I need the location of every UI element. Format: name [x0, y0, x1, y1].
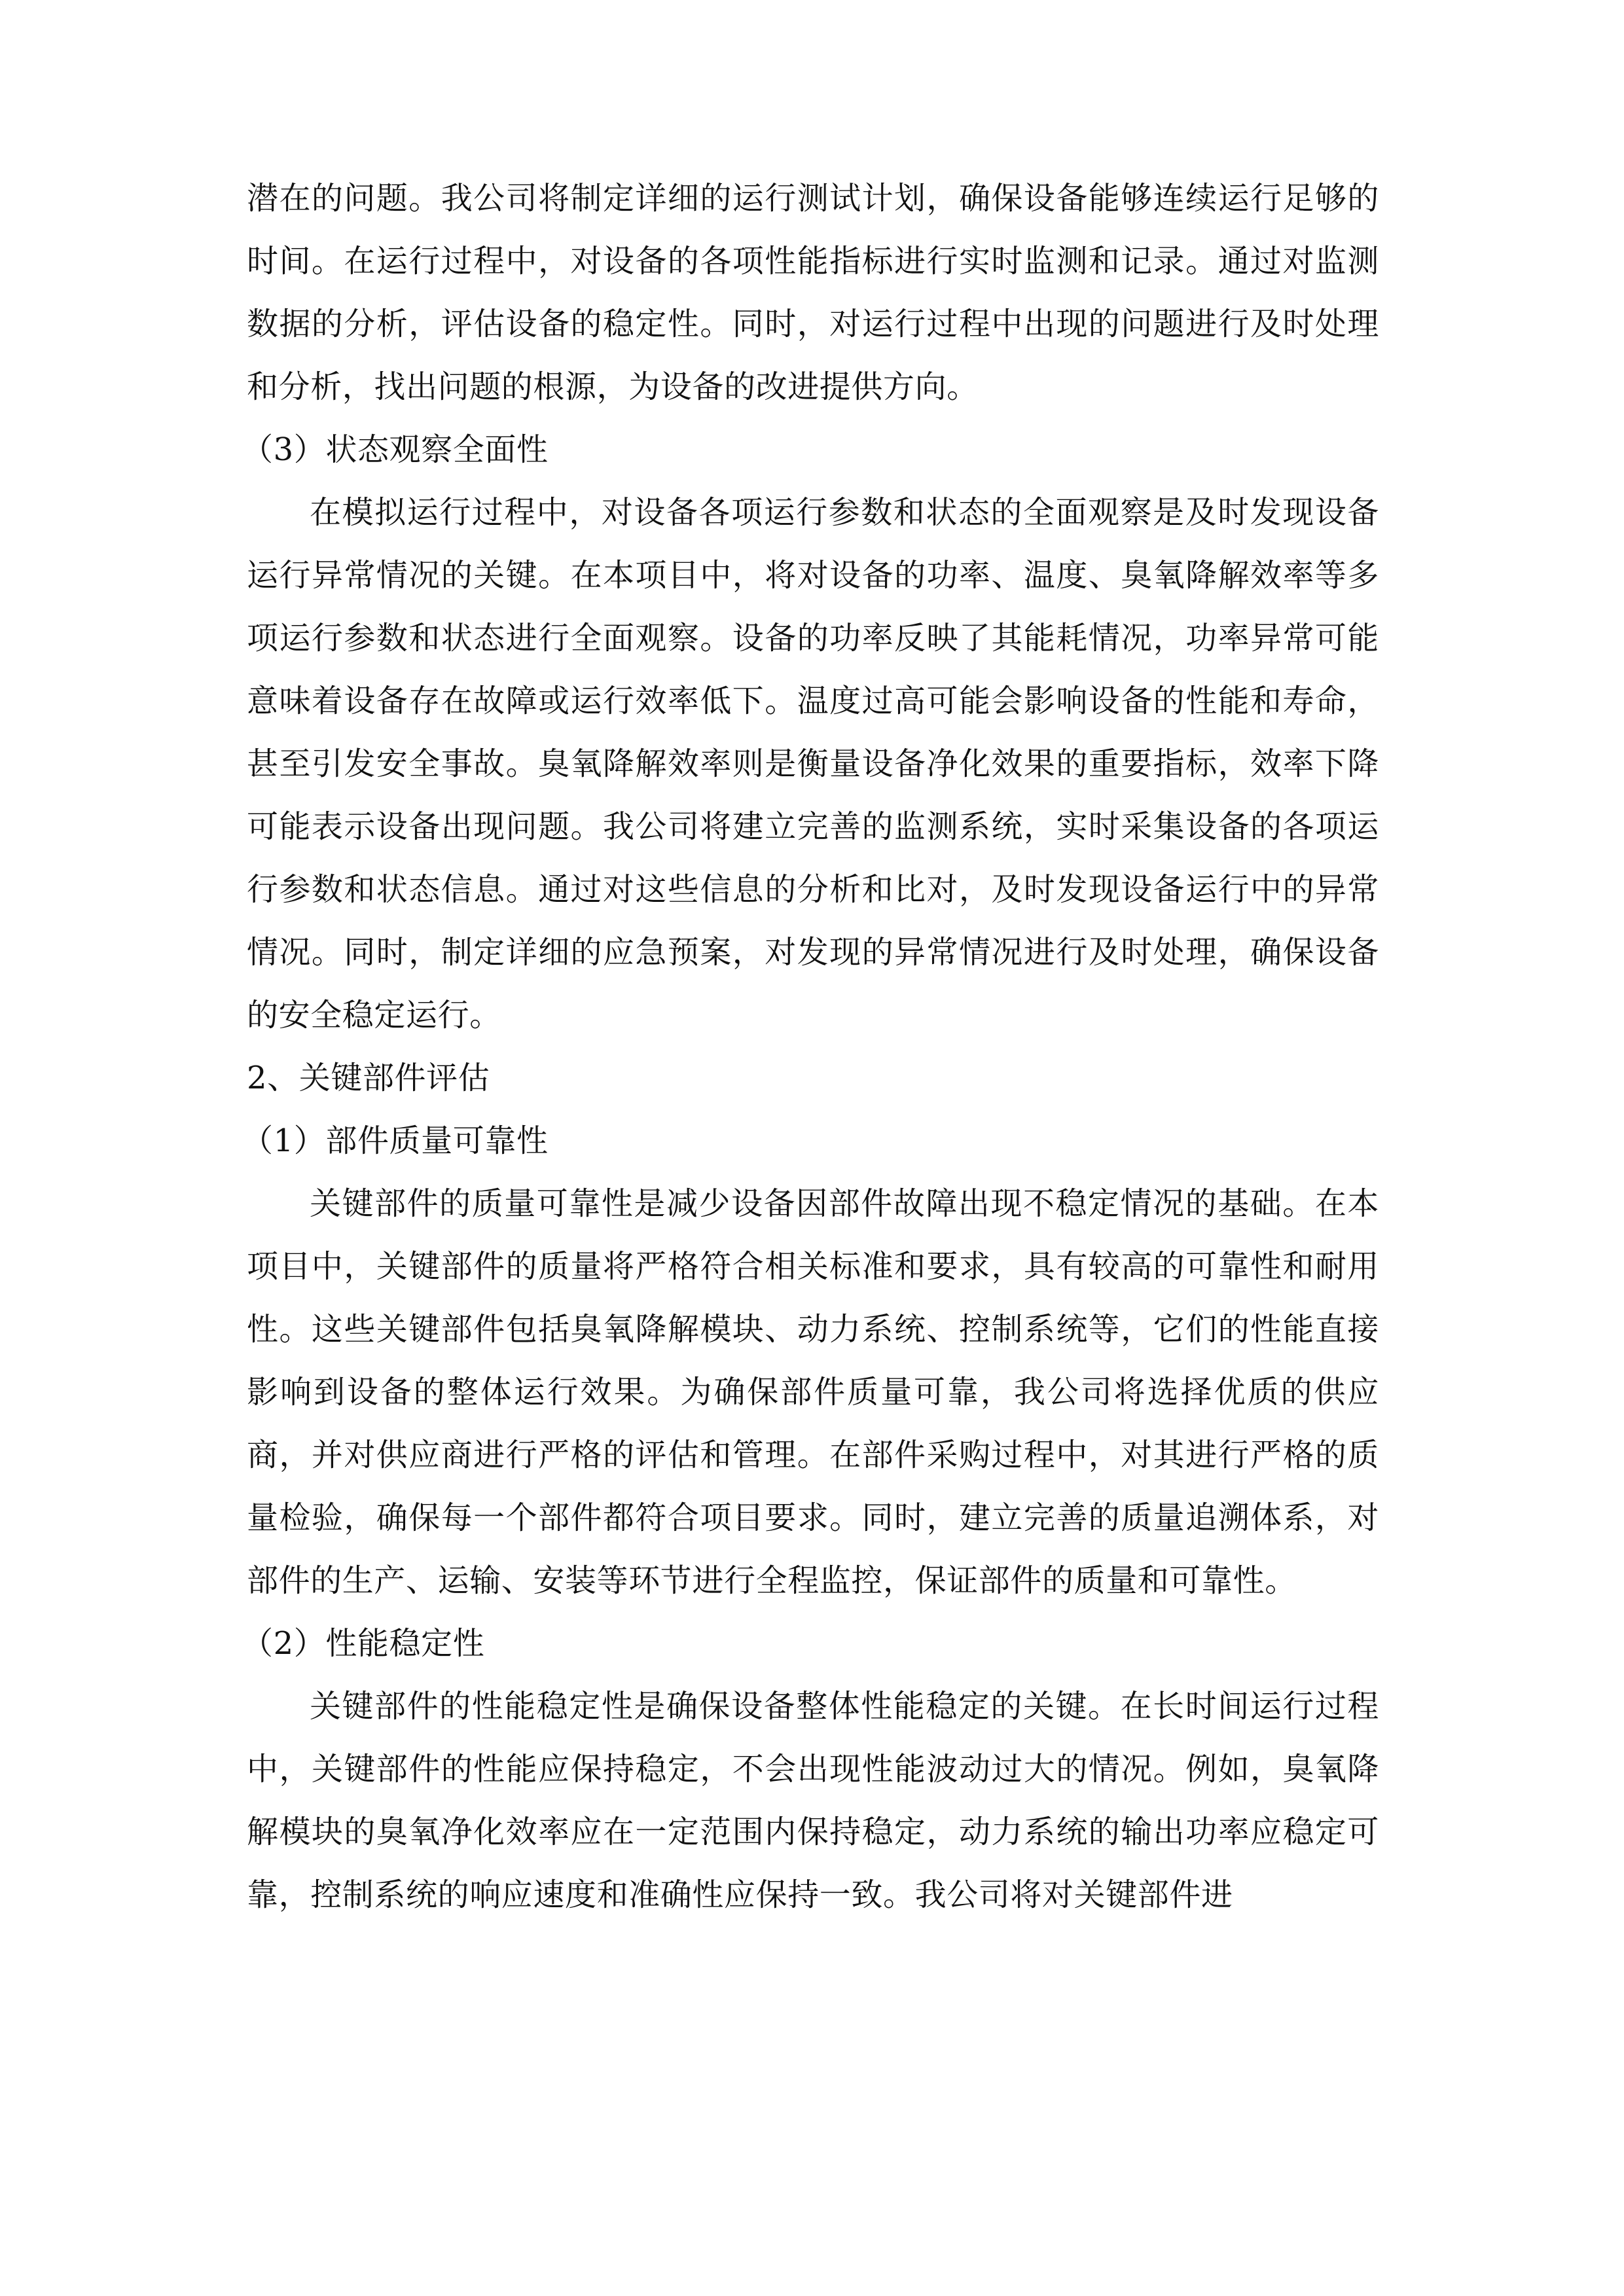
- heading-performance-stability: （2）性能稳定性: [242, 1625, 485, 1662]
- paragraph-performance-stability: 关键部件的性能稳定性是确保设备整体性能稳定的关键。在长时间运行过程中，关键部件的性能应保持稳定，不会出现性能波动过大的情况。例如，臭氧降解模块的臭氧净化效率应在一定范围内保持稳定，动力系统的输出功率应稳定可靠，控制系统的响应速度和准确性应保持一致。我公司将对关键部件进: [247, 1688, 1379, 1913]
- heading-status-observation: （3）状态观察全面性: [242, 431, 549, 468]
- paragraph-continuation: 潜在的问题。我公司将制定详细的运行测试计划，确保设备能够连续运行足够的时间。在运行过程中，对设备的各项性能指标进行实时监测和记录。通过对监测数据的分析，评估设备的稳定性。同时，对运行过程中出现的问题进行及时处理和分析，找出问题的根源，为设备的改进提供方向。: [247, 180, 1379, 405]
- paragraph-component-reliability: 关键部件的质量可靠性是减少设备因部件故障出现不稳定情况的基础。在本项目中，关键部件的质量将严格符合相关标准和要求，具有较高的可靠性和耐用性。这些关键部件包括臭氧降解模块、动力系统、控制系统等，它们的性能直接影响到设备的整体运行效果。为确保部件质量可靠，我公司将选择优质的供应商，并对供应商进行严格的评估和管理。在部件采购过程中，对其进行严格的质量检验，确保每一个部件都符合项目要求。同时，建立完善的质量追溯体系，对部件的生产、运输、安装等环节进行全程监控，保证部件的质量和可靠性。: [247, 1185, 1379, 1599]
- document-page: [242, 167, 1379, 1926]
- section-key-components: 2、关键部件评估: [247, 1060, 490, 1096]
- heading-component-reliability: （1）部件质量可靠性: [242, 1122, 549, 1159]
- paragraph-status-observation: 在模拟运行过程中，对设备各项运行参数和状态的全面观察是及时发现设备运行异常情况的关键。在本项目中，将对设备的功率、温度、臭氧降解效率等多项运行参数和状态进行全面观察。设备的功率反映了其能耗情况，功率异常可能意味着设备存在故障或运行效率低下。温度过高可能会影响设备的性能和寿命，甚至引发安全事故。臭氧降解效率则是衡量设备净化效果的重要指标，效率下降可能表示设备出现问题。我公司将建立完善的监测系统，实时采集设备的各项运行参数和状态信息。通过对这些信息的分析和比对，及时发现设备运行中的异常情况。同时，制定详细的应急预案，对发现的异常情况进行及时处理，确保设备的安全稳定运行。: [247, 494, 1379, 1033]
